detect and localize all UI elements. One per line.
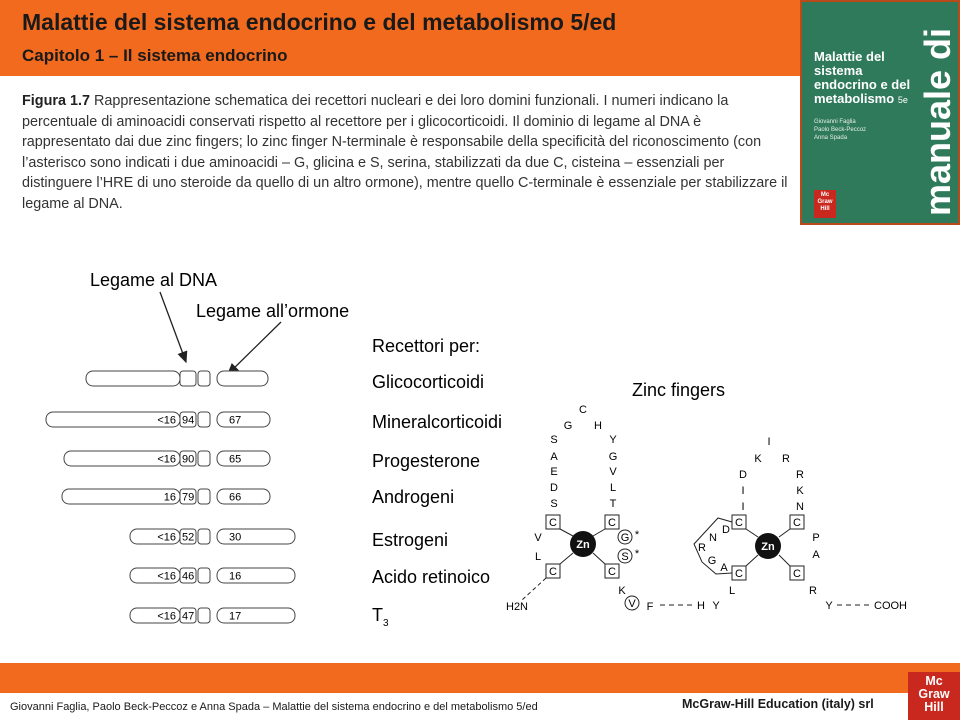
coordination-bond bbox=[560, 529, 573, 536]
slide-title: Malattie del sistema endocrino e del metabolismo 5/ed bbox=[22, 9, 617, 35]
amino-acid: H bbox=[594, 420, 602, 432]
n-terminal-domain bbox=[62, 489, 180, 504]
zinc-fingers-diagram bbox=[506, 404, 907, 613]
amino-acid: Y bbox=[609, 434, 617, 446]
amino-acid: K bbox=[754, 453, 762, 465]
cysteine-label: C bbox=[735, 568, 743, 580]
receptor-row bbox=[130, 529, 448, 550]
amino-acid: G bbox=[563, 420, 573, 432]
n-terminal-value: <16 bbox=[157, 570, 176, 583]
glycine-label: G bbox=[620, 532, 630, 544]
n-terminal-domain bbox=[86, 371, 180, 386]
hormone-binding-domain bbox=[217, 371, 268, 386]
coordination-bond bbox=[593, 553, 605, 564]
cysteine-label: C bbox=[608, 566, 616, 578]
amino-acid: Y bbox=[712, 600, 720, 612]
hinge-region bbox=[198, 568, 210, 583]
asterisk: * bbox=[634, 548, 640, 560]
coordination-bond bbox=[779, 529, 790, 537]
amino-acid: I bbox=[741, 485, 745, 497]
dna-binding-domain bbox=[180, 371, 196, 386]
hormone-binding-domain bbox=[217, 412, 270, 427]
hinge-region bbox=[198, 371, 210, 386]
amino-acid: L bbox=[728, 585, 736, 597]
amino-acid: K bbox=[796, 485, 804, 497]
dna-binding-value: 47 bbox=[182, 610, 195, 623]
amino-acid: R bbox=[698, 542, 706, 554]
cover-author: Anna Spada bbox=[814, 135, 848, 141]
receptor-name: Acido retinoico bbox=[372, 567, 491, 587]
amino-acid: R bbox=[782, 453, 790, 465]
footer-authors: Giovanni Faglia, Paolo Beck-Peccoz e Anna Spada – Malattie del sistema endocrino e del metabolismo 5/ed bbox=[10, 701, 538, 713]
amino-acid: Y bbox=[825, 600, 833, 612]
n-terminal-value: 16 bbox=[163, 491, 176, 504]
figure-caption-text: Rappresentazione schematica dei recettori nucleari e dei loro domini funzionali. I numeri indicano la percentuale di aminoacidi conservati rispetto al recettore per i glicocorticoidi. Il dominio di legame al DNA è rappresentato dai due zinc fingers; lo zinc finger N-terminale è responsabile della specificità del riconoscimento (con l’asterisco sono indicati i due aminoacidi – G, glicina e S, serina, stabilizzati da due C, cisteina – essenziali per distinguere l’HRE di uno steroide da quello di un altro ormone), mentre quello C-terminale è essenziale per stabilizzare il legame al DNA. bbox=[22, 93, 788, 212]
amino-acid: G bbox=[608, 451, 618, 463]
cover-author: Paolo Beck-Peccoz bbox=[814, 127, 867, 133]
zinc-fingers-title: Zinc fingers bbox=[632, 380, 726, 400]
label-hormone-binding: Legame all’ormone bbox=[196, 301, 350, 321]
amino-acid: I bbox=[767, 436, 771, 448]
cover-publisher-logo: Mc Graw Hill bbox=[814, 190, 836, 218]
amino-acid: V bbox=[534, 532, 542, 544]
amino-acid: D bbox=[722, 524, 730, 536]
hormone-binding-value: 30 bbox=[229, 531, 242, 544]
coordination-bond bbox=[746, 555, 758, 566]
cysteine-label: C bbox=[793, 568, 801, 580]
receptor-row bbox=[86, 371, 484, 392]
dna-arrow bbox=[160, 292, 186, 362]
amino-acid: I bbox=[741, 501, 745, 513]
amino-acid: D bbox=[550, 482, 558, 494]
footer-bar bbox=[0, 663, 960, 693]
cysteine-label: C bbox=[549, 566, 557, 578]
c-terminus-label: COOH bbox=[874, 600, 907, 612]
amino-acid: G bbox=[707, 555, 717, 567]
n-terminal-value: <16 bbox=[157, 610, 176, 623]
cover-title: Malattie del sistema endocrino e del metabolismo 5e bbox=[814, 49, 911, 106]
serine-label: S bbox=[621, 551, 629, 563]
hormone-binding-domain bbox=[217, 489, 270, 504]
amino-acid: A bbox=[550, 451, 558, 463]
zinc-label: Zn bbox=[576, 539, 590, 551]
asterisk: * bbox=[634, 529, 640, 541]
receptor-diagram bbox=[0, 240, 960, 660]
amino-acid: V bbox=[628, 598, 636, 610]
hormone-binding-value: 67 bbox=[229, 414, 242, 427]
figure-label: Figura 1.7 bbox=[22, 93, 90, 109]
hormone-binding-value: 65 bbox=[229, 453, 242, 466]
cover-authors bbox=[814, 118, 914, 142]
hinge-region bbox=[198, 529, 210, 544]
cysteine-label: C bbox=[735, 517, 743, 529]
receptor-row bbox=[62, 487, 454, 507]
hinge-region bbox=[198, 489, 210, 504]
receptor-row bbox=[64, 451, 480, 471]
amino-acid: T bbox=[609, 498, 617, 510]
dna-binding-value: 46 bbox=[182, 570, 195, 583]
cysteine-label: C bbox=[608, 517, 616, 529]
receptor-name: Progesterone bbox=[372, 451, 481, 471]
amino-acid: N bbox=[709, 532, 717, 544]
hormone-binding-value: 16 bbox=[229, 570, 242, 583]
hormone-binding-domain bbox=[217, 451, 270, 466]
n-terminal-value: <16 bbox=[157, 414, 176, 427]
amino-acid: E bbox=[550, 466, 558, 478]
footer-publisher: McGraw-Hill Education (italy) srl bbox=[682, 697, 874, 711]
book-cover bbox=[800, 0, 960, 225]
hormone-binding-value: 66 bbox=[229, 491, 242, 504]
amino-acid: P bbox=[812, 532, 820, 544]
amino-acid: H bbox=[697, 600, 705, 612]
cover-author: Giovanni Faglia bbox=[814, 119, 856, 125]
dna-binding-value: 90 bbox=[182, 453, 195, 466]
amino-acid: L bbox=[609, 482, 617, 494]
receptor-name: $T_3$ bbox=[372, 605, 389, 629]
hinge-region bbox=[198, 412, 210, 427]
amino-acid: L bbox=[534, 551, 542, 563]
receptor-rows bbox=[46, 371, 502, 629]
dna-binding-value: 94 bbox=[182, 414, 195, 427]
receptor-name: Glicocorticoidi bbox=[372, 372, 485, 392]
receptor-row bbox=[130, 567, 490, 587]
amino-acid: D bbox=[739, 469, 747, 481]
hormone-binding-value: 17 bbox=[229, 610, 242, 623]
mcgraw-hill-logo: Mc Graw Hill bbox=[908, 672, 960, 720]
receptor-row bbox=[130, 605, 389, 629]
figure-caption bbox=[22, 91, 792, 214]
coordination-bond bbox=[746, 529, 758, 537]
cysteine-label: C bbox=[549, 517, 557, 529]
amino-acid: V bbox=[609, 466, 617, 478]
n-terminal-value: <16 bbox=[157, 531, 176, 544]
receptor-name-subscript: 3 bbox=[383, 618, 389, 629]
cover-edition: 5e bbox=[897, 95, 908, 105]
cover-brand-logo bbox=[917, 6, 958, 220]
amino-acid: R bbox=[796, 469, 804, 481]
n-terminus-label: H2N bbox=[506, 601, 529, 613]
dna-binding-value: 52 bbox=[182, 531, 195, 544]
receptors-title: Recettori per: bbox=[372, 336, 481, 356]
amino-acid: N bbox=[796, 501, 804, 513]
hormone-arrow bbox=[228, 322, 281, 374]
slide-subtitle: Capitolo 1 – Il sistema endocrino bbox=[22, 46, 288, 65]
receptor-name: Mineralcorticoidi bbox=[372, 412, 503, 432]
amino-acid: F bbox=[646, 601, 654, 613]
amino-acid: K bbox=[618, 585, 626, 597]
amino-acid: R bbox=[809, 585, 817, 597]
receptor-name: Androgeni bbox=[372, 487, 455, 507]
zinc-label: Zn bbox=[761, 541, 775, 553]
label-dna-binding: Legame al DNA bbox=[90, 270, 218, 290]
amino-acid: A bbox=[720, 562, 728, 574]
amino-acid: A bbox=[812, 549, 820, 561]
dna-binding-value: 79 bbox=[182, 491, 195, 504]
coordination-bond bbox=[593, 529, 605, 536]
coordination-bond bbox=[522, 578, 546, 600]
n-terminal-value: <16 bbox=[157, 453, 176, 466]
coordination-bond bbox=[560, 553, 573, 564]
coordination-bond bbox=[779, 555, 790, 566]
hinge-region bbox=[198, 451, 210, 466]
hinge-region bbox=[198, 608, 210, 623]
amino-acid: C bbox=[579, 404, 587, 416]
receptor-name: Estrogeni bbox=[372, 530, 449, 550]
cysteine-label: C bbox=[793, 517, 801, 529]
amino-acid: S bbox=[550, 434, 558, 446]
cover-brand-text: manuale di bbox=[917, 27, 958, 216]
receptor-row bbox=[46, 412, 502, 432]
amino-acid: S bbox=[550, 498, 558, 510]
